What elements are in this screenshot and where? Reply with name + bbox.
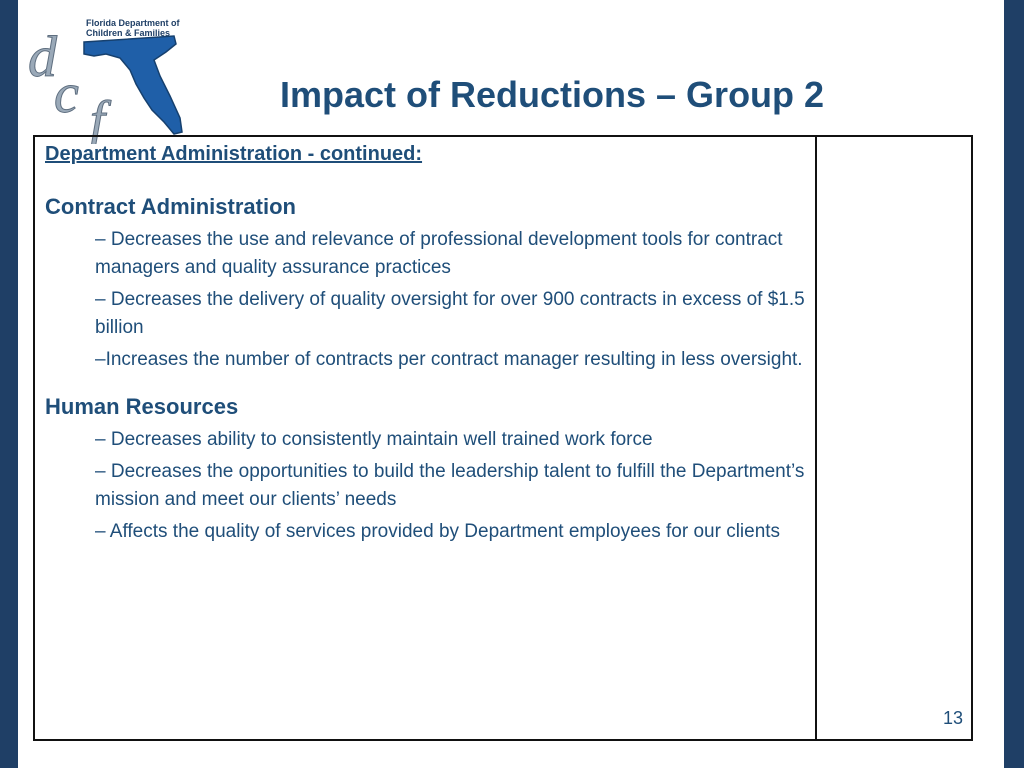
bullet-item: – Affects the quality of services provided by Department employees for our clients (95, 521, 781, 542)
logo-org-line1: Florida Department of (86, 18, 180, 28)
section-human-resources (45, 394, 815, 546)
section-contract-administration (45, 194, 815, 374)
section-heading: Human Resources (45, 394, 239, 419)
bullet-item: – Decreases the use and relevance of professional development tools for contract managers and quality assurance practices (95, 229, 783, 278)
slide-title: Impact of Reductions – Group 2 (280, 74, 825, 115)
continued-heading: Department Administration - continued: (45, 143, 423, 165)
slide (18, 0, 1004, 768)
logo-org-line2: Children & Families (86, 28, 171, 38)
bullet-item: – Decreases ability to consistently maintain well trained work force (95, 429, 653, 450)
dcf-logo (24, 14, 204, 144)
svg-text:c: c (54, 63, 79, 125)
bullet-item: –Increases the number of contracts per contract manager resulting in less oversight. (95, 349, 803, 370)
section-heading: Contract Administration (45, 194, 296, 219)
bullet-item: – Decreases the delivery of quality oversight for over 900 contracts in excess of $1.5 billion (95, 289, 805, 338)
content-table (33, 135, 973, 741)
svg-text:f: f (90, 90, 106, 144)
content-main-column (35, 137, 817, 739)
logo-org-name (86, 18, 206, 38)
content-side-column (817, 137, 971, 739)
svg-text:d: d (28, 24, 57, 89)
page-number: 13 (942, 708, 963, 728)
bullet-item: – Decreases the opportunities to build the leadership talent to fulfill the Department’s mission and meet our clients’ needs (95, 461, 805, 510)
